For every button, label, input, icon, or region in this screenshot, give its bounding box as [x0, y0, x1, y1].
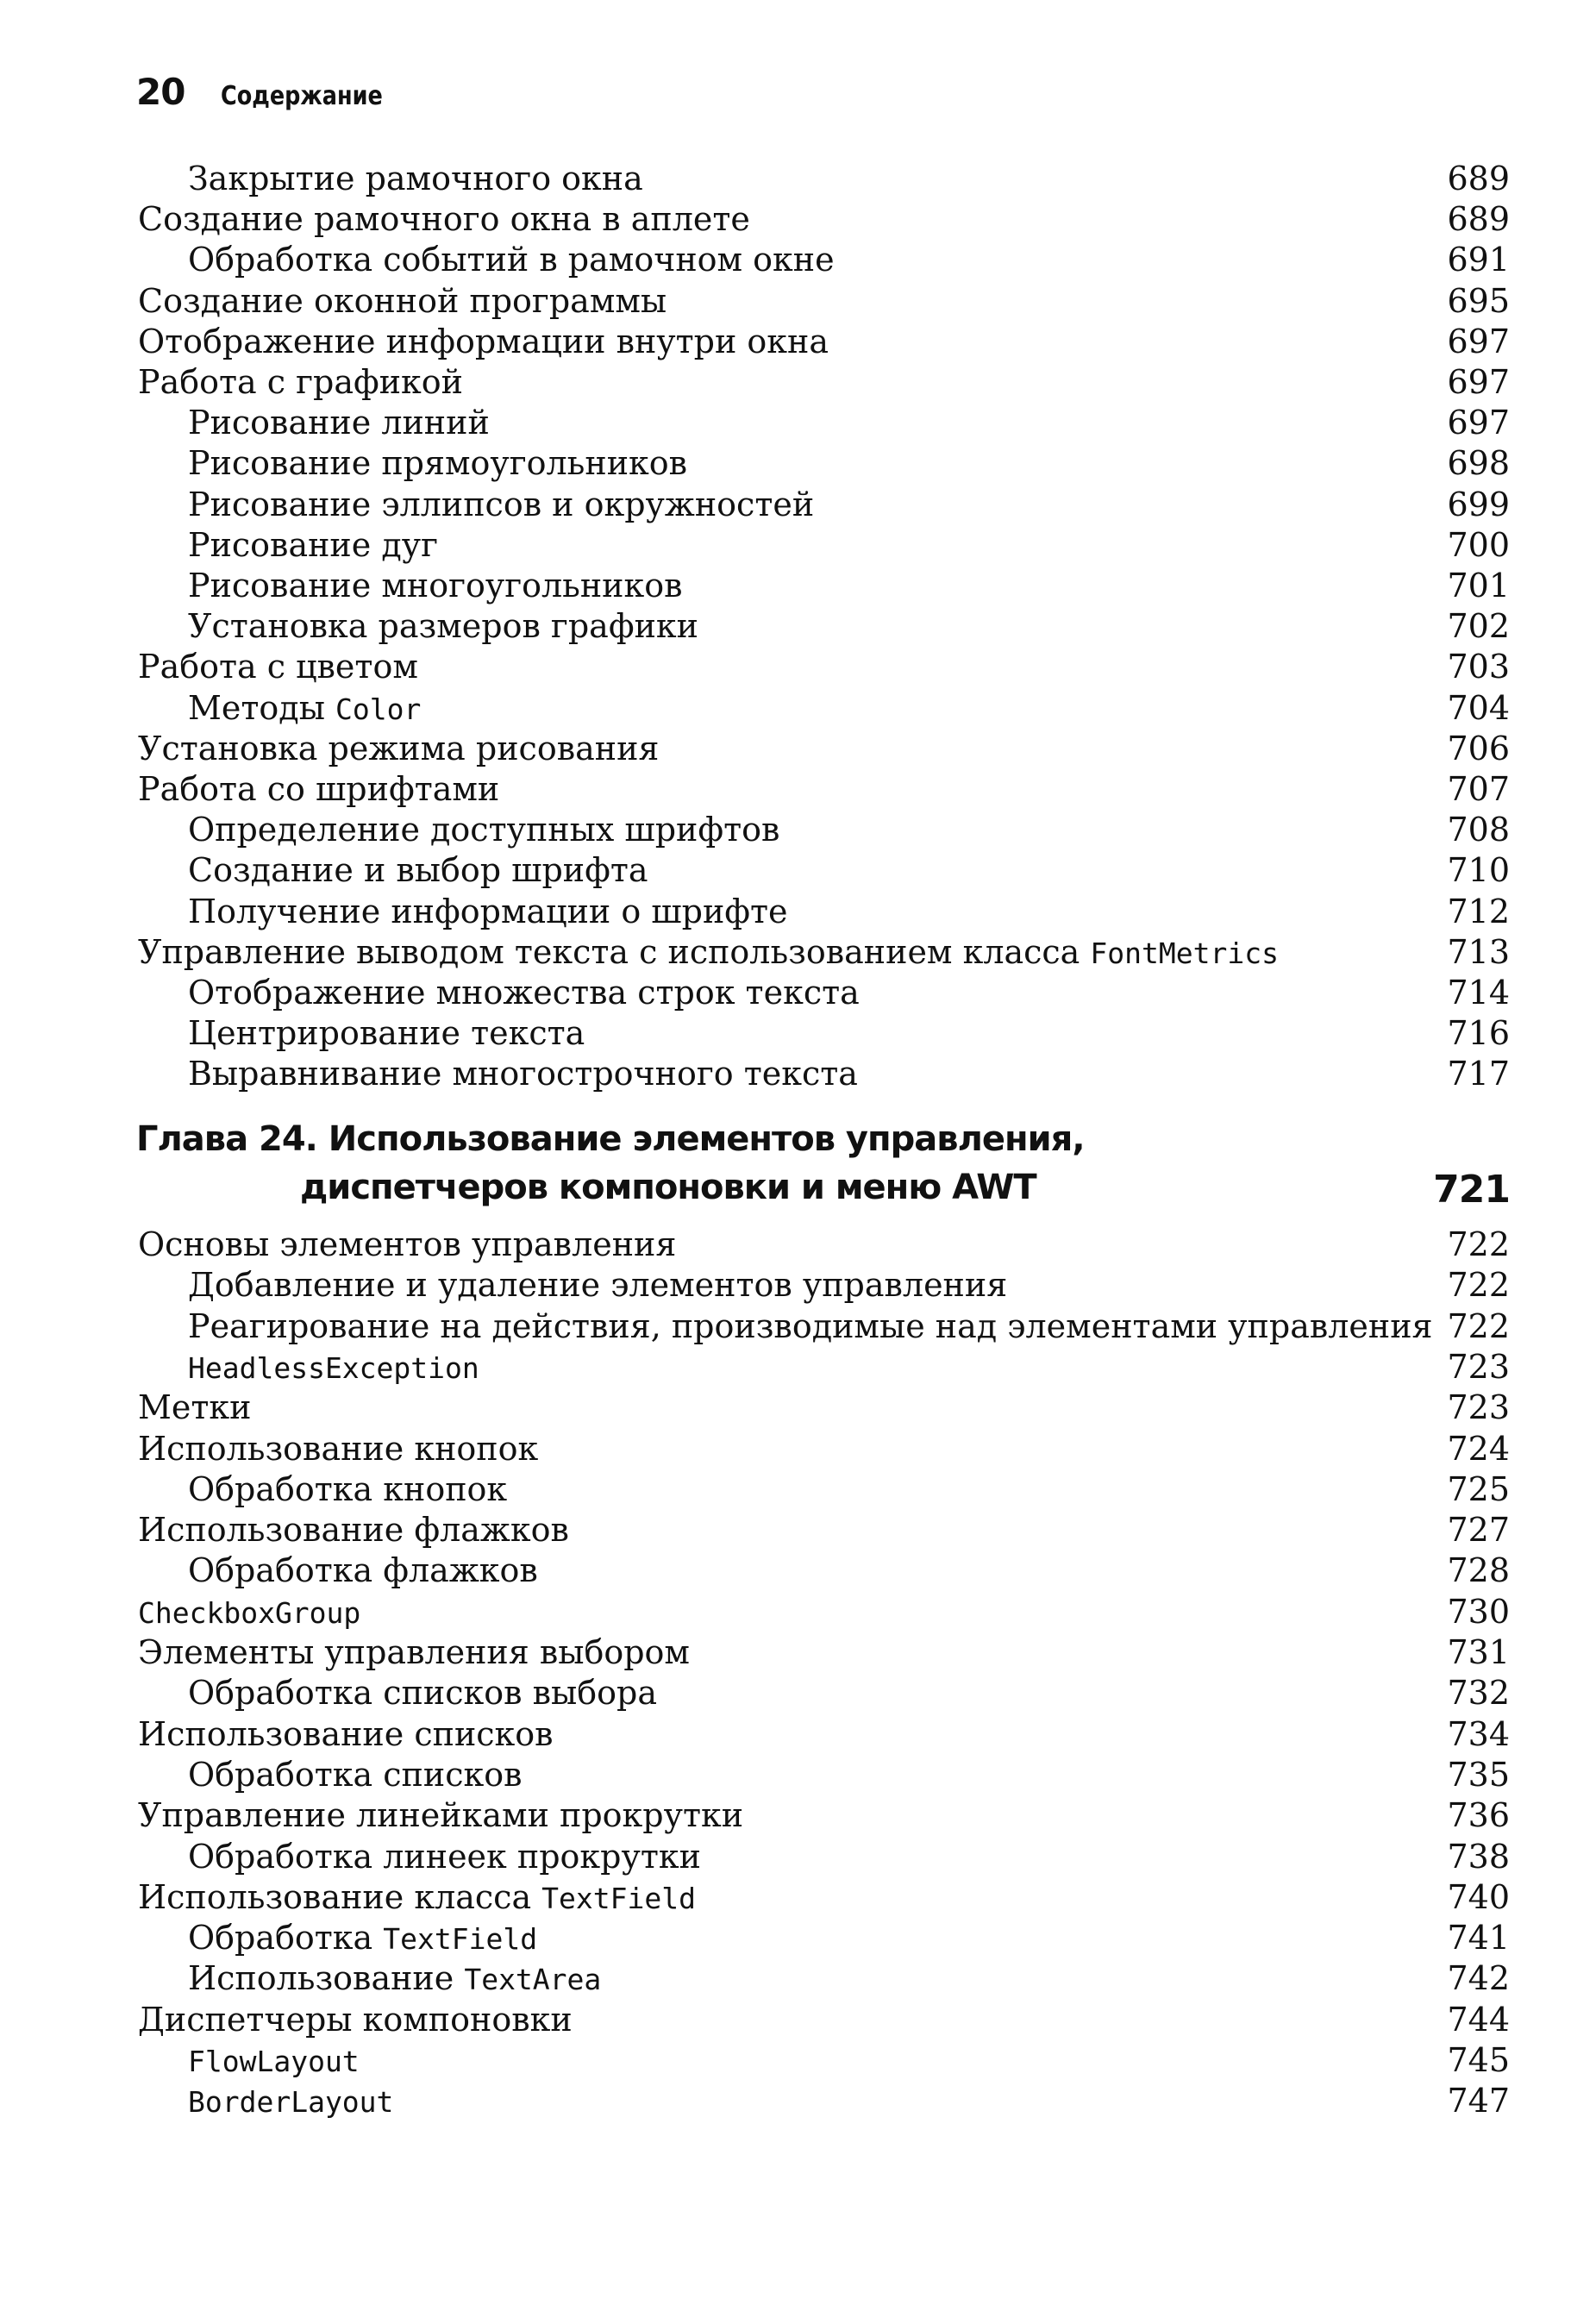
toc-entry-page: 736: [1447, 1796, 1510, 1835]
toc-entry-title: Обработка списков: [188, 1755, 523, 1794]
toc-entry-title: Рисование эллипсов и окружностей: [188, 485, 815, 523]
toc-entry-page: 725: [1447, 1469, 1510, 1508]
chapter-title-line1: Глава 24. Использование элементов управления,: [136, 1119, 1085, 1159]
toc-entry-title: Основы элементов управления: [138, 1225, 677, 1263]
toc-entry-title: Управление линейками прокрутки: [138, 1796, 744, 1835]
toc-entry: [0, 647, 1596, 687]
toc-entry-title: Создание и выбор шрифта: [188, 851, 648, 890]
toc-entry-title-text: Методы: [188, 688, 336, 727]
toc-entry: [0, 2000, 1596, 2040]
toc-entry-title: Отображение информации внутри окна: [138, 322, 829, 360]
toc-entry-page: 701: [1447, 567, 1510, 604]
toc-entry-page: 731: [1447, 1633, 1510, 1671]
toc-entry-title: [188, 1918, 537, 1959]
toc-entry-page: 740: [1447, 1877, 1510, 1916]
toc-entry-title: Обработка списков выбора: [188, 1674, 657, 1713]
toc-entry-page: 708: [1447, 811, 1510, 849]
toc-entry-title: Закрытие рамочного окна: [188, 160, 643, 197]
toc-entry: [0, 688, 1596, 729]
toc-entry: [0, 1673, 1596, 1713]
toc-entry: [0, 199, 1596, 240]
toc-entry-title: Рисование линий: [188, 404, 490, 442]
toc-entry-title-text: Обработка: [188, 1919, 384, 1958]
toc-entry: [0, 932, 1596, 973]
toc-entry-title: Установка размеров графики: [188, 607, 698, 646]
toc-entry-title: Метки: [138, 1388, 252, 1427]
toc-entry: [0, 2081, 1596, 2121]
toc-entry-page: 699: [1447, 485, 1510, 523]
toc-entry-page: 712: [1447, 892, 1510, 930]
toc-entry: [0, 1429, 1596, 1469]
toc-entry: [0, 1877, 1596, 1918]
toc-entry-page: 698: [1447, 444, 1510, 483]
toc-entry-title: Работа со шрифтами: [138, 770, 500, 808]
toc-entry-title: Обработка кнопок: [188, 1469, 508, 1508]
toc-entry-title: Работа с графикой: [138, 363, 464, 401]
toc-entry-title-code: CheckboxGroup: [138, 1595, 361, 1630]
toc-entry-title: [188, 688, 421, 730]
toc-entry: [0, 240, 1596, 280]
toc-entry-title: Использование кнопок: [138, 1429, 539, 1468]
toc-entry: [0, 1918, 1596, 1958]
toc-entry-title: Рисование дуг: [188, 525, 438, 564]
page-number: 20: [136, 71, 185, 113]
toc-entry: [0, 729, 1596, 769]
toc-entry-page: 744: [1447, 2000, 1510, 2039]
toc-entry-page: 713: [1447, 932, 1510, 971]
toc-entry-title: Обработка флажков: [188, 1551, 538, 1590]
toc-entry-title-code: TextField: [383, 1922, 538, 1957]
toc-entry-title-code: BorderLayout: [188, 2085, 394, 2120]
toc-entry-title: Рисование прямоугольников: [188, 444, 688, 483]
toc-entry-title: Определение доступных шрифтов: [188, 811, 780, 849]
toc-entry-page: 730: [1447, 1592, 1510, 1631]
running-title: Содержание: [221, 81, 384, 111]
toc-entry-page: 722: [1447, 1266, 1510, 1305]
toc-entry-title: Создание оконной программы: [138, 281, 667, 320]
toc-entry-title: Использование списков: [138, 1714, 554, 1753]
toc-entry-title: Отображение множества строк текста: [188, 974, 860, 1012]
toc-entry: [0, 810, 1596, 850]
toc-entry-page: 710: [1447, 851, 1510, 890]
toc-entry: [0, 403, 1596, 443]
toc-entry: [0, 1632, 1596, 1673]
toc-entry: [0, 606, 1596, 647]
toc-entry-page: 697: [1447, 322, 1510, 360]
toc-entry: [0, 281, 1596, 322]
toc-entry-page: 722: [1447, 1225, 1510, 1263]
toc-entry-title: Центрирование текста: [188, 1014, 585, 1053]
toc-entry-page: 706: [1447, 729, 1510, 767]
toc-entry-title: [188, 1347, 479, 1388]
toc-entry: [0, 1510, 1596, 1550]
toc-entry-title: [188, 2040, 360, 2082]
toc-entry-page: 738: [1447, 1837, 1510, 1876]
toc-entry: [0, 2040, 1596, 2081]
toc-entry-page: 732: [1447, 1674, 1510, 1713]
toc-entry-page: 700: [1447, 525, 1510, 564]
toc-entry-page: 747: [1447, 2082, 1510, 2120]
toc-entry-page: 723: [1447, 1347, 1510, 1386]
toc-entry: [0, 1958, 1596, 1999]
toc-entry: [0, 1265, 1596, 1306]
toc-entry: [0, 362, 1596, 403]
toc-entry-page: 689: [1447, 200, 1510, 239]
toc-entry-title: [138, 932, 1279, 974]
toc-entry-title: Элементы управления выбором: [138, 1633, 690, 1671]
toc-entry-title-text: Использование класса: [138, 1877, 542, 1916]
toc-entry-title: Реагирование на действия, производимые над элементами управления: [188, 1306, 1433, 1345]
chapter-title-line2: диспетчеров компоновки и меню AWT: [300, 1168, 1036, 1207]
toc-entry-page: 724: [1447, 1429, 1510, 1468]
toc-entry-title: Обработка линеек прокрутки: [188, 1837, 701, 1876]
toc-entry-page: 741: [1447, 1919, 1510, 1958]
toc-entry-title: Получение информации о шрифте: [188, 892, 788, 930]
toc-entry: [0, 1306, 1596, 1347]
toc-entry-title-code: HeadlessException: [188, 1350, 479, 1385]
toc-entry-title-text: Использование: [188, 1959, 465, 1998]
toc-entry-page: 722: [1447, 1306, 1510, 1345]
toc-entry-page: 714: [1447, 974, 1510, 1012]
toc-entry-title-code: FontMetrics: [1090, 936, 1279, 970]
toc-entry-page: 716: [1447, 1014, 1510, 1053]
toc-entry-page: 727: [1447, 1511, 1510, 1550]
toc-entry-page: 707: [1447, 770, 1510, 808]
toc-entry-page: 723: [1447, 1388, 1510, 1427]
toc-entry-title: Установка режима рисования: [138, 729, 660, 767]
toc-entry-title-code: FlowLayout: [188, 2045, 360, 2078]
toc-entry-title: Создание рамочного окна в аплете: [138, 200, 750, 239]
toc-entry-page: 703: [1447, 648, 1510, 686]
toc-entry: [0, 443, 1596, 484]
toc-entry: [0, 525, 1596, 566]
toc-entry-page: 735: [1447, 1755, 1510, 1794]
toc-entry-title: [138, 1592, 360, 1633]
toc-entry: [0, 1054, 1596, 1094]
toc-entry-page: 689: [1447, 160, 1510, 197]
chapter-page-number: 721: [1433, 1168, 1510, 1212]
toc-entry: [0, 566, 1596, 606]
toc-entry-page: 728: [1447, 1551, 1510, 1590]
toc-entry-title: Работа с цветом: [138, 648, 418, 686]
toc-entry: [0, 1469, 1596, 1510]
toc-entry: [0, 1755, 1596, 1795]
toc-entry-title-code: TextArea: [464, 1963, 602, 1997]
toc-entry-page: 742: [1447, 1959, 1510, 1998]
toc-entry: [0, 159, 1596, 199]
toc-entry: [0, 1225, 1596, 1265]
toc-entry: [0, 1592, 1596, 1632]
toc-entry-page: 717: [1447, 1055, 1510, 1093]
toc-entry: [0, 769, 1596, 810]
toc-entry: [0, 973, 1596, 1013]
toc-entry: [0, 485, 1596, 525]
toc-entry-title: [138, 1877, 696, 1919]
toc-entry: [0, 1388, 1596, 1428]
toc-entry-page: 691: [1447, 241, 1510, 279]
toc-entry: [0, 1347, 1596, 1388]
toc-entry-title: Добавление и удаление элементов управления: [188, 1266, 1008, 1305]
toc-entry: [0, 850, 1596, 891]
toc-entry: [0, 1714, 1596, 1755]
toc-entry: [0, 1013, 1596, 1054]
toc-entry-page: 704: [1447, 688, 1510, 727]
toc-entry-page: 734: [1447, 1714, 1510, 1753]
toc-entry-title: Выравнивание многострочного текста: [188, 1055, 858, 1093]
toc-entry-title: Обработка событий в рамочном окне: [188, 241, 835, 279]
toc-entry: [0, 322, 1596, 362]
toc-entry: [0, 1550, 1596, 1591]
toc-entry-title: [188, 1958, 601, 2000]
toc-entry-page: 695: [1447, 281, 1510, 320]
toc-entry-title-text: Управление выводом текста с использованием класса: [138, 932, 1091, 971]
toc-entry: [0, 1837, 1596, 1877]
page-header: [136, 71, 411, 113]
toc-entry-page: 697: [1447, 404, 1510, 442]
toc-entry-title: Рисование многоугольников: [188, 567, 683, 604]
toc-entry: [0, 892, 1596, 932]
chapter-heading: [0, 1119, 1596, 1223]
toc-entry: [0, 1795, 1596, 1836]
toc-entry-title: Использование флажков: [138, 1511, 569, 1550]
toc-entry-page: 697: [1447, 363, 1510, 401]
toc-entry-page: 745: [1447, 2041, 1510, 2079]
toc-entry-title-code: TextField: [541, 1881, 696, 1915]
toc-entry-title-code: Color: [335, 692, 422, 726]
toc-entry-title: Диспетчеры компоновки: [138, 2000, 573, 2039]
toc-entry-page: 702: [1447, 607, 1510, 646]
toc-entry-title: [188, 2081, 393, 2122]
